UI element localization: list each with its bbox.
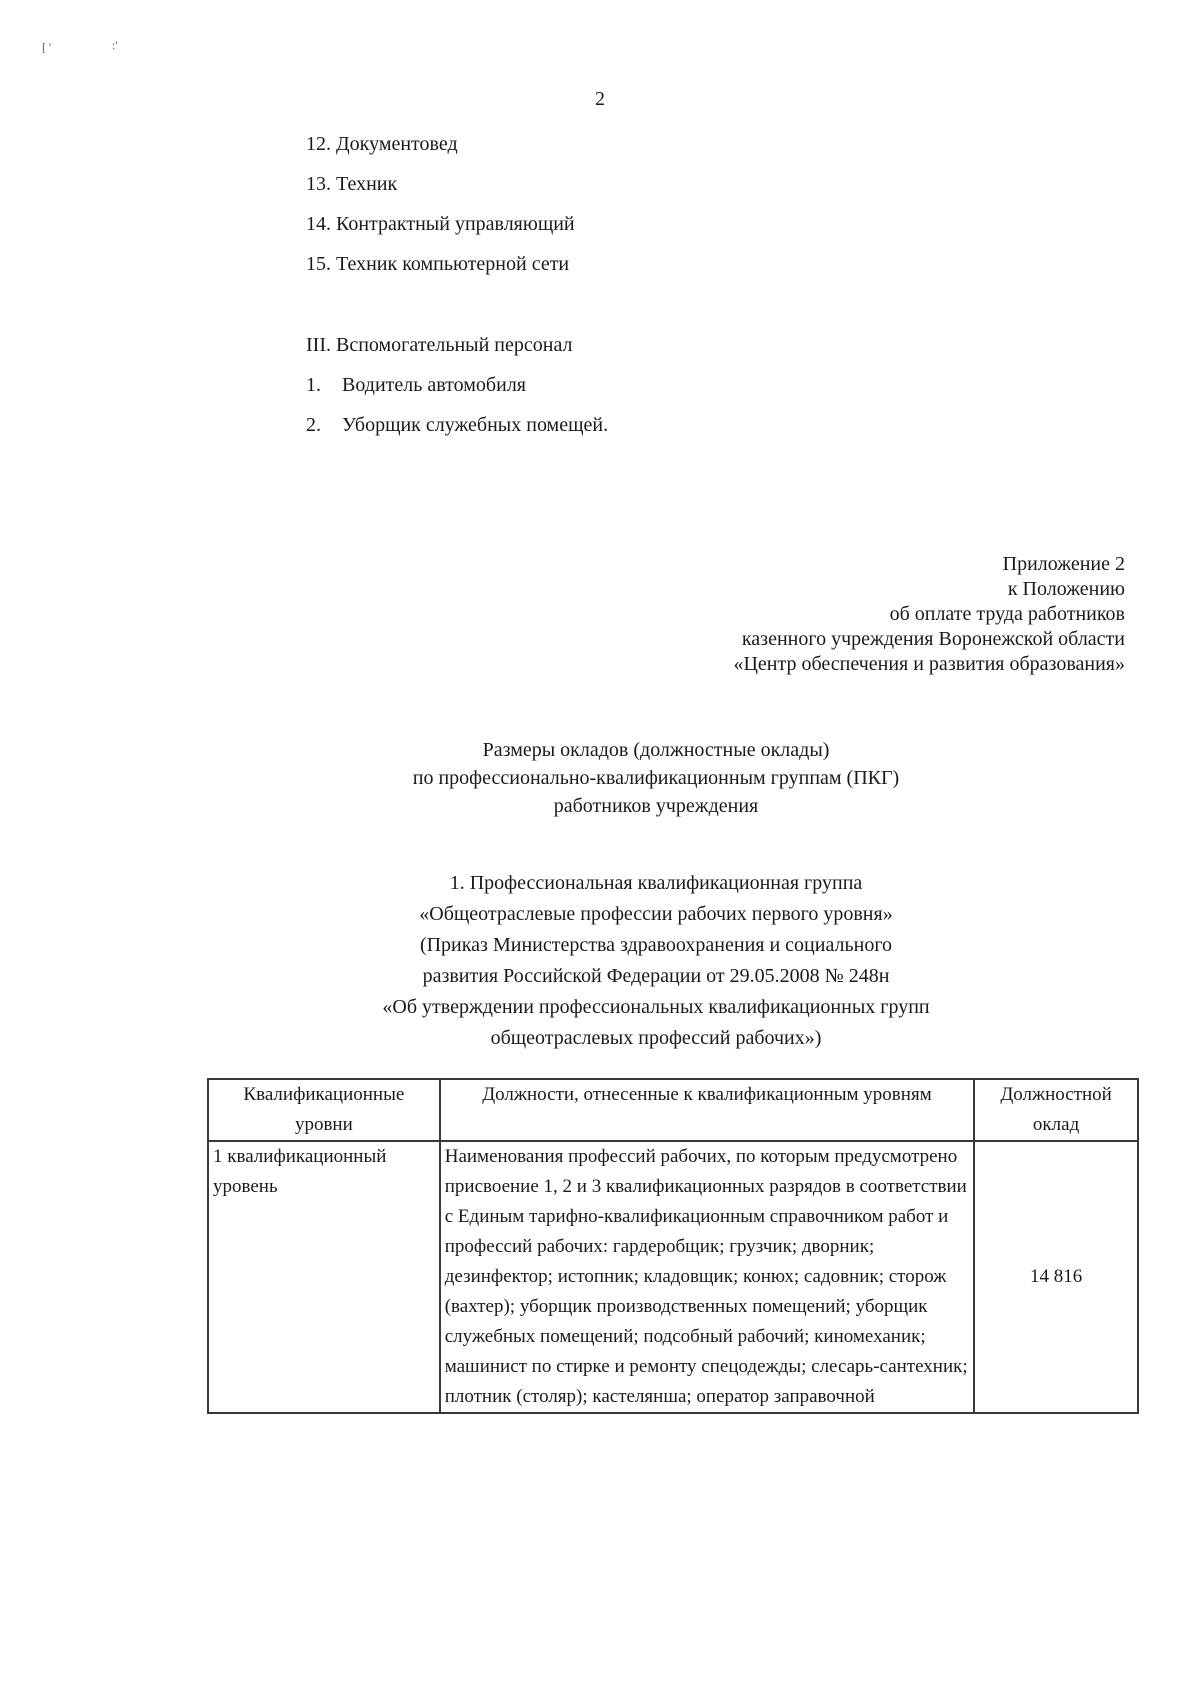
appendix-line: об оплате труда работников — [889, 603, 1125, 625]
header-levels: Квалификационные уровни — [208, 1079, 440, 1141]
group-line: (Приказ Министерства здравоохранения и социального — [419, 934, 893, 956]
group-line: «Общеотраслевые профессии рабочих первого уровня» — [419, 903, 893, 925]
list-item-text: Документовед — [336, 133, 458, 155]
appendix-line: к Положению — [1007, 578, 1125, 600]
title-line: работников учреждения — [553, 795, 759, 817]
section-3 — [306, 325, 608, 445]
header-positions: Должности, отнесенные к квалификационным уровням — [440, 1079, 974, 1141]
list-item-text: Водитель автомобиля — [342, 374, 526, 396]
list-item — [306, 365, 608, 405]
title-line: по профессионально-квалификационным группам (ПКГ) — [412, 767, 900, 789]
header-salary: Должностной оклад — [974, 1079, 1138, 1141]
table-header-row — [208, 1079, 1138, 1141]
list-item-number: 1. — [306, 374, 321, 396]
list-item — [306, 164, 575, 204]
appendix-header — [733, 552, 1125, 677]
staff-list — [306, 124, 575, 284]
section-heading: III. Вспомогательный персонал — [306, 334, 573, 356]
list-item-text: Техник компьютерной сети — [336, 253, 570, 275]
list-item-number: 14. — [306, 213, 331, 235]
list-item-number: 2. — [306, 414, 321, 436]
table-row — [208, 1141, 1138, 1413]
positions-cell: Наименования профессий рабочих, по которым предусмотрено присвоение 1, 2 и 3 квалификационных разрядов в соответствии с Единым тарифно-квалификационным справочником работ и профессий рабочих: гардеробщик; грузчик; дворник; дезинфектор; истопник; кладовщик; конюх; садовник; сторож (вахтер); уборщик производственных помещений; уборщик служебных помещений; подсобный рабочий; киномеханик; машинист по стирке и ремонту спецодежды; слесарь-сантехник; плотник (столяр); кастелянша; оператор заправочной — [440, 1141, 974, 1413]
appendix-line: «Центр обеспечения и развития образования» — [733, 653, 1125, 675]
group-1-heading — [306, 868, 1006, 1054]
document-title — [306, 736, 1006, 820]
salary-cell: 14 816 — [974, 1141, 1138, 1413]
list-item-number: 15. — [306, 253, 331, 275]
page-number: 2 — [595, 88, 605, 110]
list-item — [306, 204, 575, 244]
appendix-line: казенного учреждения Воронежской области — [741, 628, 1125, 650]
title-line: Размеры окладов (должностные оклады) — [482, 739, 830, 761]
list-item — [306, 405, 608, 445]
list-item-text: Контрактный управляющий — [336, 213, 575, 235]
list-item — [306, 244, 575, 284]
group-line: 1. Профессиональная квалификационная группа — [449, 872, 863, 894]
scan-speck: [ ' — [42, 40, 52, 54]
scan-speck: :' — [112, 38, 118, 52]
list-item-text: Уборщик служебных помещей. — [342, 414, 609, 436]
list-item-number: 12. — [306, 133, 331, 155]
level-cell: 1 квалификационный уровень — [208, 1141, 440, 1413]
group-line: развития Российской Федерации от 29.05.2008 № 248н — [422, 965, 890, 987]
group-line: «Об утверждении профессиональных квалификационных групп — [382, 996, 930, 1018]
appendix-line: Приложение 2 — [1002, 553, 1125, 575]
salary-table — [207, 1078, 1139, 1414]
group-line: общеотраслевых профессий рабочих») — [490, 1027, 822, 1049]
list-item-number: 13. — [306, 173, 331, 195]
list-item — [306, 124, 575, 164]
list-item-text: Техник — [336, 173, 398, 195]
